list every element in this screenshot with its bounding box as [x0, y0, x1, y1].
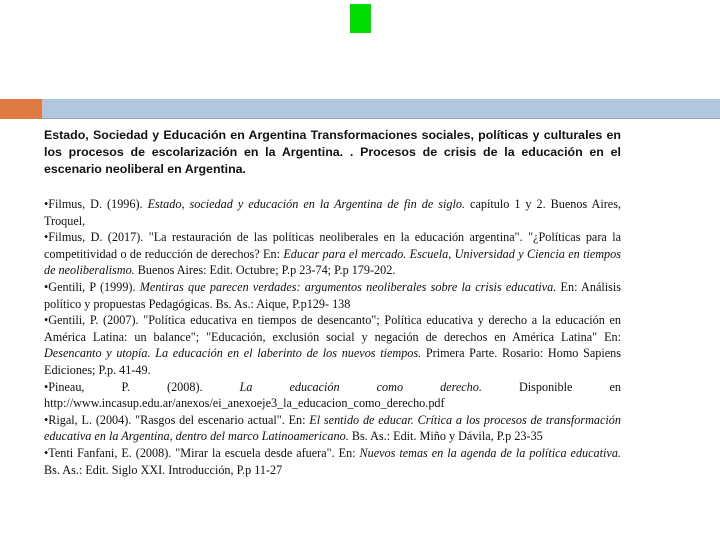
ref-text: •Rigal, L. (2004). "Rasgos del escenario actual". En: — [44, 412, 310, 427]
reference-item — [44, 196, 621, 229]
reference-item — [44, 445, 621, 478]
reference-item — [44, 279, 621, 312]
ref-title: Educar para el mercado. Escuela, Universidad y Ciencia en tiempos de neoliberalismo. — [44, 246, 621, 278]
ref-text: Disponible en http://www.incasup.edu.ar/anexos/ei_anexoeje3_la_educacion_como_derecho.pdf — [44, 379, 621, 411]
reference-item — [44, 229, 621, 279]
reference-item — [44, 412, 621, 445]
ref-text: Bs. As.: Edit. Siglo XXI. Introducción, P.p 11-27 — [44, 462, 283, 477]
ref-text: •Pineau, P. (2008). — [44, 379, 240, 394]
ref-text: •Gentili, P. (2007). "Política educativa en tiempos de desencanto"; Política educativa y derecho a la educación en América Latina: un balance"; "Educación, exclusión social y negación de derechos en América Latina" En: — [44, 313, 621, 344]
ref-title: Mentiras que parecen verdades: argumentos neoliberales sobre la crisis educativa. — [139, 279, 557, 294]
ref-text: •Gentili, P (1999). — [44, 279, 140, 294]
ref-title: Nuevos temas en la agenda de la política educativa. — [359, 445, 621, 460]
ref-text: Buenos Aires: Edit. Octubre; P.p 23-74; P.p 179-202. — [134, 263, 396, 278]
ref-text: En: Análisis político y propuestas Pedagógicas. Bs. As.: Aique, P.p129- 138 — [44, 279, 622, 311]
divider — [42, 118, 720, 119]
slide-title: Estado, Sociedad y Educación en Argentina Transformaciones sociales, políticas y culturales en los procesos de escolarización en la Argentina. . Procesos de crisis de la educación en el escenario neoliberal en Argentina. — [44, 128, 621, 176]
ref-text: Bs. As.: Edit. Miño y Dávila, P.p 23-35 — [348, 429, 543, 444]
accent-bar-orange — [0, 99, 42, 119]
green-marker — [350, 4, 371, 33]
ref-title: El sentido de educar. Crítica a los procesos de transformación educativa en la Argentina, dentro del marco Latinoamericano. — [44, 412, 621, 444]
ref-text: •Filmus, D. (2017). "La restauración de las políticas neoliberales en la educación argentina". "¿Políticas para la competitividad o de reducción de derechos? En: — [44, 230, 621, 261]
ref-title: La educación como derecho. — [239, 379, 482, 394]
ref-title: Estado, sociedad y educación en la Argentina de fin de siglo. — [147, 197, 466, 211]
ref-title: Desencanto y utopía. La educación en el laberinto de los nuevos tiempos. — [44, 346, 422, 361]
ref-text: capítulo 1 y 2. Buenos Aires, Troquel, — [44, 197, 621, 228]
ref-text: Primera Parte. Rosario: Homo Sapiens Ediciones; P.p. 41-49. — [44, 346, 622, 377]
ref-text: •Tenti Fanfani, E. (2008). "Mirar la escuela desde afuera". En: — [44, 445, 360, 460]
reference-item — [44, 312, 621, 378]
reference-list — [44, 196, 621, 478]
accent-bar-blue — [42, 99, 720, 119]
ref-text: •Filmus, D. (1996). — [44, 197, 148, 211]
reference-item — [44, 379, 621, 412]
